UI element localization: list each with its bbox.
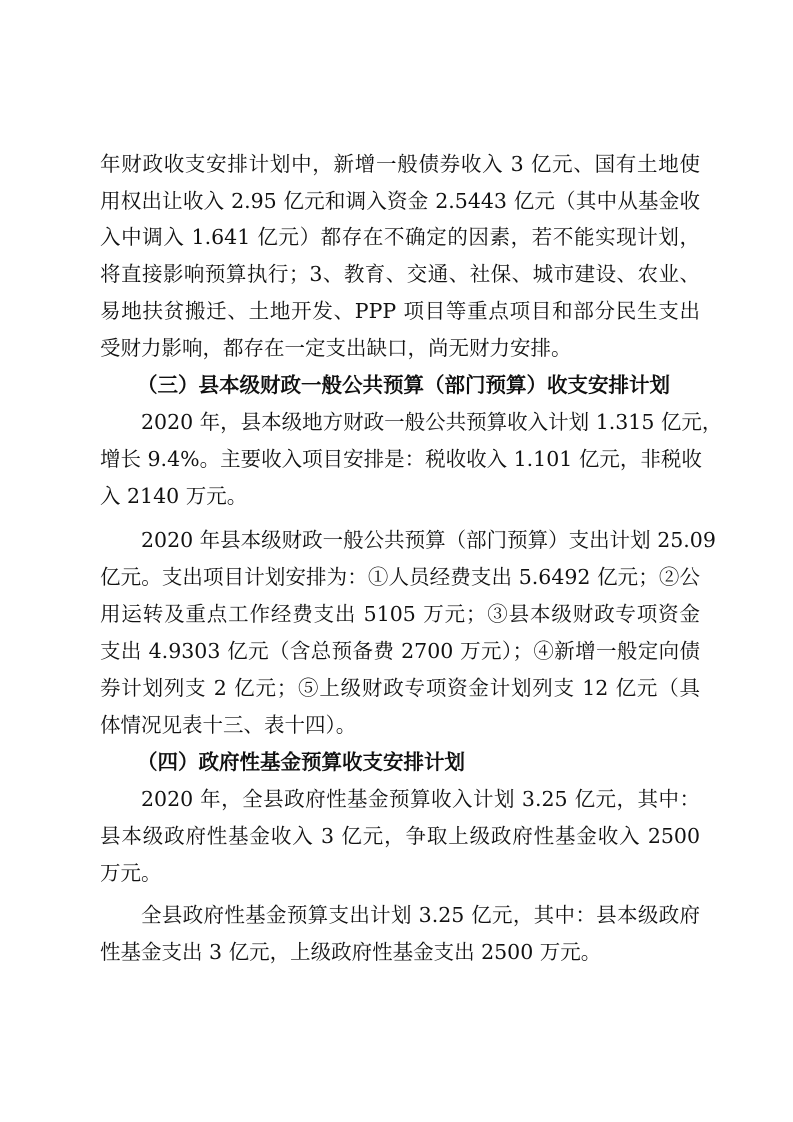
body-text-line: 2020 年，县本级地方财政一般公共预算收入计划 1.315 亿元， [141, 410, 723, 434]
section-heading: （三）县本级财政一般公共预算（部门预算）收支安排计划 [137, 373, 670, 397]
body-text-line: 亿元。支出项目计划安排为：①人员经费支出 5.6492 亿元；②公 [100, 565, 700, 589]
body-text-line: 县本级政府性基金收入 3 亿元，争取上级政府性基金收入 2500 [100, 824, 700, 848]
body-text-line: 2020 年，全县政府性基金预算收入计划 3.25 亿元，其中： [141, 787, 700, 811]
body-text-line: 将直接影响预算执行；3、教育、交通、社保、城市建设、农业、 [100, 262, 700, 286]
body-text-line: 万元。 [100, 861, 162, 885]
body-text-line: 支出 4.9303 亿元（含总预备费 2700 万元）；④新增一般定向债 [100, 639, 700, 663]
body-text-line: 受财力影响，都存在一定支出缺口，尚无财力安排。 [100, 336, 572, 360]
body-text-line: 入中调入 1.641 亿元）都存在不确定的因素，若不能实现计划， [100, 225, 700, 249]
body-text-line: 2020 年县本级财政一般公共预算（部门预算）支出计划 25.09 [141, 528, 716, 552]
body-text-line: 用运转及重点工作经费支出 5105 万元；③县本级财政专项资金 [100, 602, 700, 626]
body-text-line: 性基金支出 3 亿元，上级政府性基金支出 2500 万元。 [100, 940, 602, 964]
section-heading: （四）政府性基金预算收支安排计划 [137, 750, 465, 774]
body-text-line: 增长 9.4%。主要收入项目安排是：税收收入 1.101 亿元，非税收 [100, 447, 702, 471]
body-text-line: 易地扶贫搬迁、土地开发、PPP 项目等重点项目和部分民生支出 [100, 299, 700, 323]
body-text-line: 用权出让收入 2.95 亿元和调入资金 2.5443 亿元（其中从基金收 [100, 189, 700, 213]
body-text-line: 体情况见表十三、表十四）。 [100, 713, 357, 737]
body-text-line: 入 2140 万元。 [100, 484, 248, 508]
body-text-line: 全县政府性基金预算支出计划 3.25 亿元，其中：县本级政府 [141, 903, 700, 927]
body-text-line: 券计划列支 2 亿元；⑤上级财政专项资金计划列支 12 亿元（具 [100, 676, 700, 700]
body-text-line: 年财政收支安排计划中，新增一般债券收入 3 亿元、国有土地使 [100, 152, 700, 176]
